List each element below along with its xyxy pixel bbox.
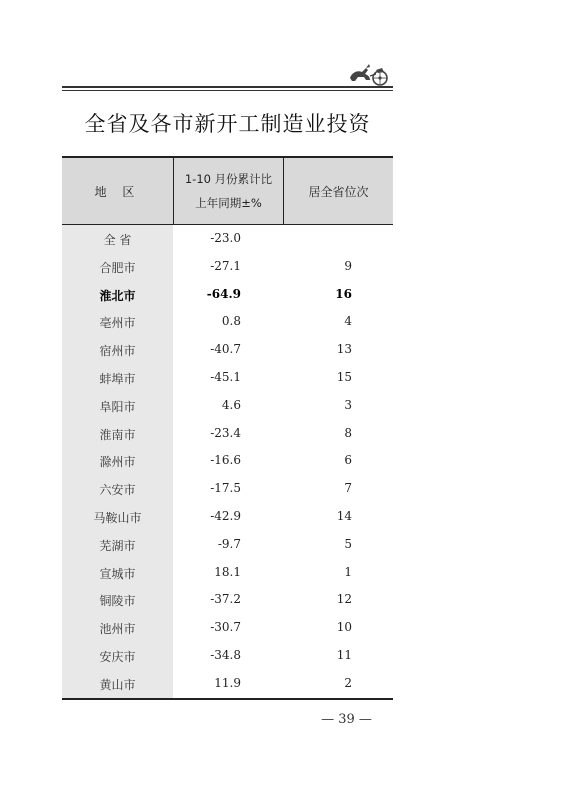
region-cell: 马鞍山市 [93, 510, 142, 525]
change-cell: 0.8 [221, 314, 241, 329]
table-row [62, 559, 393, 587]
table-row [62, 392, 393, 420]
region-cell: 黄山市 [99, 677, 136, 692]
change-cell: -42.9 [210, 508, 241, 523]
horse-chariot-icon [346, 60, 392, 88]
change-cell: -17.5 [210, 481, 241, 496]
header-change-line1: 1-10 月份累计比 [184, 172, 273, 186]
change-cell: -16.6 [210, 453, 241, 468]
table-row [62, 281, 393, 309]
page-number: — 39 — [321, 712, 372, 727]
change-cell: 18.1 [214, 564, 241, 579]
region-cell: 池州市 [99, 622, 136, 637]
header-change-line2: 上年同期±% [195, 196, 262, 210]
table-row [62, 447, 393, 475]
header-region: 地 区 [94, 184, 141, 199]
region-cell: 合肥市 [99, 260, 136, 275]
table-row [62, 253, 393, 281]
rank-cell: 14 [336, 508, 352, 523]
region-cell: 淮南市 [99, 427, 136, 442]
rank-cell: 5 [344, 536, 352, 551]
rank-cell: 7 [344, 481, 352, 496]
region-cell: 全 省 [103, 233, 132, 247]
region-cell: 亳州市 [99, 316, 136, 331]
rank-cell: 1 [344, 564, 352, 579]
change-cell: -64.9 [206, 286, 241, 301]
region-cell: 宣城市 [99, 566, 136, 581]
region-cell: 六安市 [99, 483, 136, 498]
header-rank: 居全省位次 [308, 184, 369, 199]
change-cell: -23.4 [210, 425, 241, 440]
region-cell: 滁州市 [99, 455, 136, 470]
rank-cell: 11 [336, 647, 352, 662]
table-row [62, 503, 393, 531]
change-cell: -27.1 [210, 258, 241, 273]
table-row [62, 225, 393, 253]
region-cell: 宿州市 [99, 344, 136, 359]
change-cell: -23.0 [210, 231, 241, 245]
rank-cell: 16 [335, 286, 352, 301]
region-cell: 蚌埠市 [99, 371, 136, 386]
table-row [62, 670, 393, 698]
table-row [62, 531, 393, 559]
table-row [62, 642, 393, 670]
region-cell: 阜阳市 [99, 399, 136, 414]
change-cell: -9.7 [217, 536, 241, 551]
table-row [62, 308, 393, 336]
change-cell: -30.7 [210, 620, 241, 635]
rank-cell: 2 [344, 675, 352, 690]
change-cell: -45.1 [210, 369, 241, 384]
rank-cell: 13 [336, 342, 352, 357]
table-row [62, 614, 393, 642]
rank-cell: 6 [344, 453, 352, 468]
page-title: 全省及各市新开工制造业投资 [84, 112, 371, 136]
rank-cell: 12 [336, 592, 352, 607]
region-cell: 淮北市 [99, 288, 136, 303]
rank-cell: 9 [344, 258, 352, 273]
header-change [174, 158, 283, 224]
change-cell: 11.9 [214, 675, 241, 690]
change-cell: 4.6 [221, 397, 241, 412]
region-cell: 安庆市 [99, 649, 136, 664]
table-row [62, 336, 393, 364]
rank-cell: 3 [344, 397, 352, 412]
rank-cell: 8 [344, 425, 352, 440]
header-rule [62, 86, 393, 88]
rank-cell: 10 [336, 620, 352, 635]
rank-cell: 4 [344, 314, 352, 329]
header-rule-thin [62, 90, 393, 91]
table-row [62, 475, 393, 503]
table-bottom-rule [62, 698, 393, 700]
region-cell: 铜陵市 [99, 594, 136, 609]
change-cell: -34.8 [210, 647, 241, 662]
table-row [62, 420, 393, 448]
table-body [62, 225, 393, 698]
table-row [62, 364, 393, 392]
rank-cell: 15 [336, 369, 352, 384]
table-row [62, 586, 393, 614]
change-cell: -37.2 [210, 592, 241, 607]
change-cell: -40.7 [210, 342, 241, 357]
region-cell: 芜湖市 [99, 538, 136, 553]
